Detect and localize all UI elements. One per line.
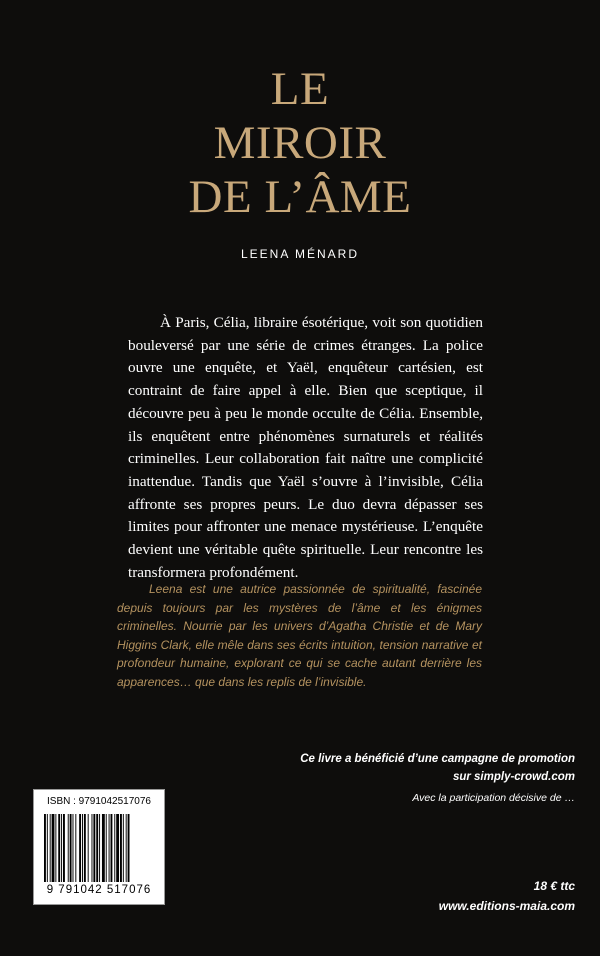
barcode-bar xyxy=(73,814,74,882)
isbn-label: ISBN : 9791042517076 xyxy=(47,796,151,807)
publisher-website: www.editions-maia.com xyxy=(438,899,575,913)
barcode-bar xyxy=(111,814,113,882)
barcode-bar xyxy=(47,814,48,882)
promotion-notice xyxy=(255,750,575,786)
title-line-2: MIROIR xyxy=(213,117,387,169)
author-name: LEENA MÉNARD xyxy=(240,247,360,261)
barcode-bar xyxy=(106,814,107,882)
barcode-bar xyxy=(79,814,81,882)
author-bio: Leena est une autrice passionnée de spiritualité, fascinée depuis toujours par les mystères de l’âme et les énigmes criminelles. Nourrie par les univers d’Agatha Christie et de Mary Higgins Clark, elle mêle dans ses écrits intuition, tension narrative et profondeur humaine, explorant ce qui se cache autant derrière les apparences… que dans les replis de l’invisible. xyxy=(117,582,482,689)
barcode-bar xyxy=(123,814,124,882)
barcode-bar xyxy=(52,814,55,882)
barcode-bar xyxy=(109,814,110,882)
barcode-bar xyxy=(114,814,115,882)
barcode-bar xyxy=(128,814,130,882)
barcode-bar xyxy=(92,814,93,882)
title-line-1: LE xyxy=(270,63,330,115)
barcode-bar xyxy=(44,814,46,882)
barcode-icon xyxy=(44,814,160,882)
barcode-bar xyxy=(96,814,98,882)
promotion-line-1: Ce livre a bénéficié d’une campagne de promotion xyxy=(300,753,575,765)
price-label: 18 € ttc xyxy=(533,879,575,893)
synopsis-text: À Paris, Célia, libraire ésotérique, voit son quotidien bouleversé par une série de crimes étranges. La police ouvre une enquête, et Yaël, enquêteur cartésien, est contraint de faire appel à elle. Bien que sceptique, il découvre peu à peu le monde occulte de Célia. Ensemble, ils enquêtent entre phénomènes surnaturels et réalités criminelles. Leur collaboration fait naître une complicité inattendue. Tandis que Yaël s’ouvre à l’invisible, Célia affronte ses propres peurs. Le duo devra dépasser ses limites pour affronter une menace mystérieuse. L’enquête devient une véritable quête spirituelle. Leur rencontre les transformera profondément. xyxy=(128,314,483,581)
barcode-bar xyxy=(120,814,122,882)
barcode-bar xyxy=(126,814,127,882)
barcode-bar xyxy=(84,814,86,882)
barcode-bar xyxy=(116,814,119,882)
barcode-bar xyxy=(61,814,62,882)
promotion-line-2: sur simply-crowd.com xyxy=(452,771,575,783)
barcode-bar xyxy=(88,814,89,882)
book-title xyxy=(0,62,600,224)
barcode-bar xyxy=(93,814,95,882)
barcode-bar xyxy=(55,814,56,882)
participation-note: Avec la participation décisive de … xyxy=(412,792,575,804)
barcode-digits: 9 791042 517076 xyxy=(46,884,152,896)
barcode-bar xyxy=(70,814,72,882)
barcode-bar xyxy=(63,814,65,882)
barcode-bar xyxy=(102,814,105,882)
barcode-bar xyxy=(99,814,100,882)
isbn-barcode xyxy=(33,789,165,905)
barcode-bar xyxy=(50,814,51,882)
barcode-bar xyxy=(82,814,83,882)
title-line-3: DE L’ÂME xyxy=(188,171,412,223)
barcode-bar xyxy=(58,814,60,882)
barcode-bar xyxy=(75,814,76,882)
barcode-bar xyxy=(68,814,69,882)
